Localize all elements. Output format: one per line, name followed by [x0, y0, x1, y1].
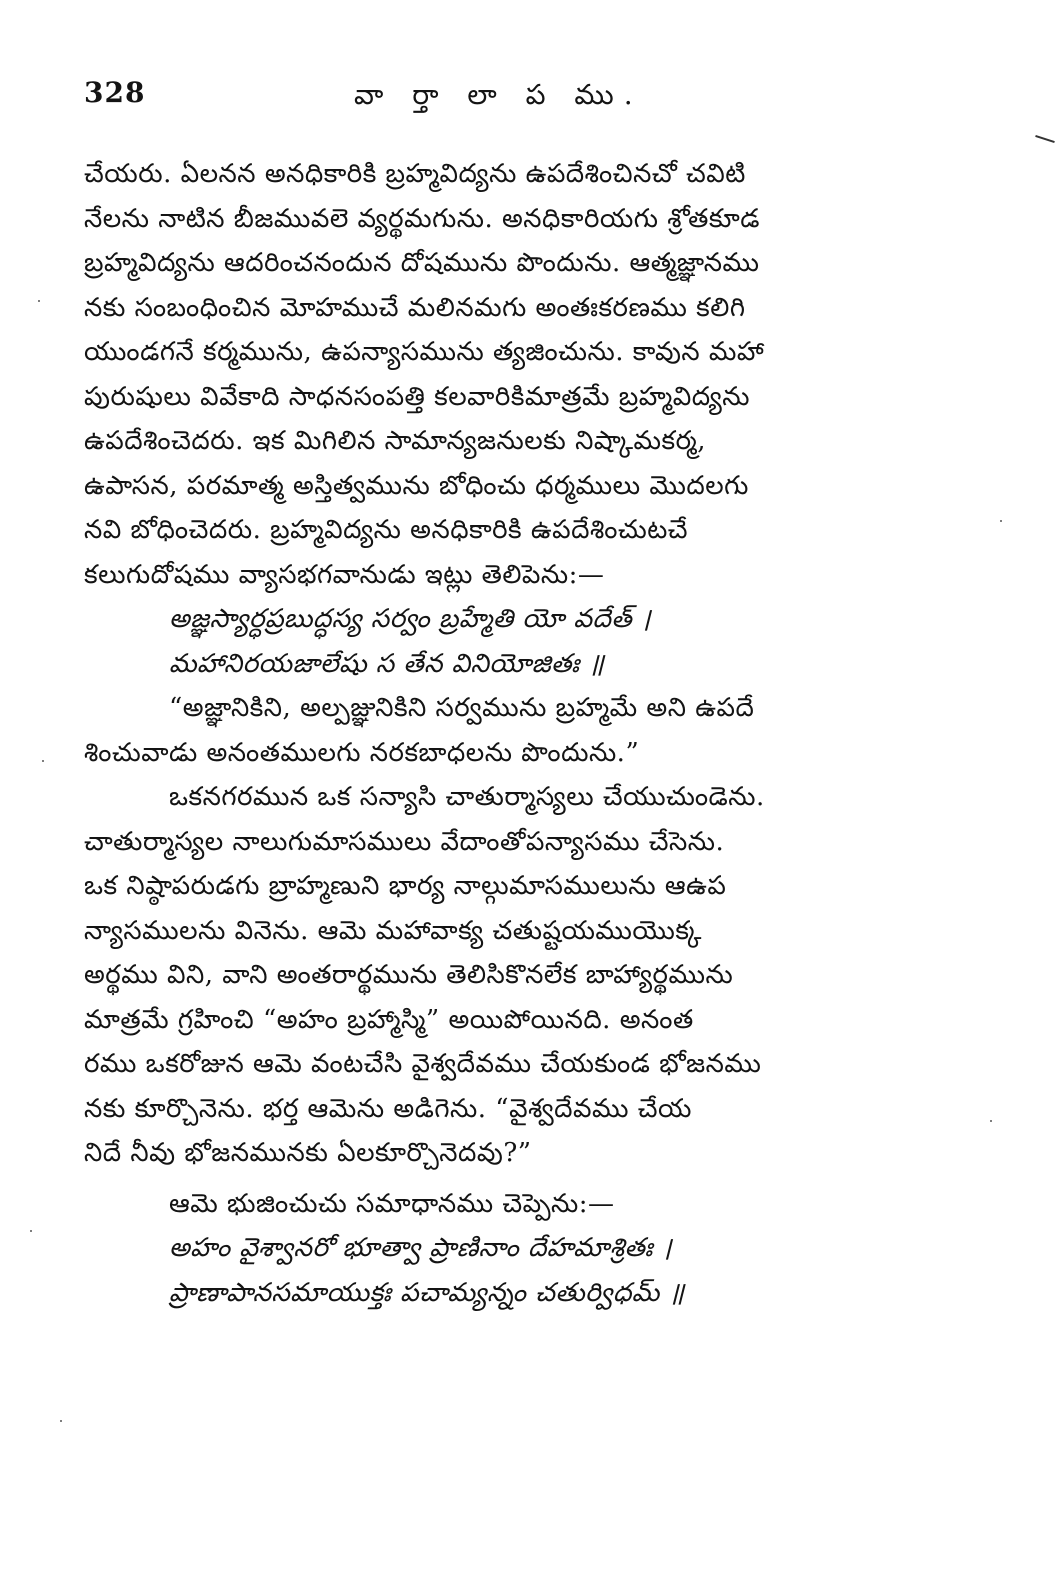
page-number: 328 — [84, 76, 146, 109]
text-line: కలుగుదోషము వ్యాసభగవానుడు ఇట్లు తెలిపెను:— — [84, 559, 605, 590]
verse-line: అహం వైశ్వానరో భూత్వా ప్రాణినాం దేహమాశ్రితః । — [169, 1233, 673, 1263]
scan-speck — [38, 300, 40, 302]
text-line: ఒక నిష్ఠాపరుడగు బ్రాహ్మణుని భార్య నాల్గుమాసములును ఆఉప — [84, 871, 727, 901]
text-line: నవి బోధించెదరు. బ్రహ్మవిద్యను అనధికారికి ఉపదేశించుటచే — [84, 515, 689, 545]
text-line: రము ఒకరోజున ఆమె వంటచేసి వైశ్వదేవము చేయకుండ భోజనము — [84, 1049, 762, 1079]
scan-speck — [42, 760, 44, 762]
text-line: ఒకనగరమున ఒక సన్యాసి చాతుర్మాస్యలు చేయుచుండెను. — [169, 782, 765, 812]
text-line: పురుషులు వివేకాది సాధనసంపత్తి కలవారికిమాత్రమే బ్రహ్మవిద్యను — [84, 381, 751, 412]
text-line: చేయరు. ఏలనన అనధికారికి బ్రహ్మవిద్యను ఉపదేశించినచో చవిటి — [84, 159, 746, 189]
text-line: అర్థము విని, వాని అంతరార్థమును తెలిసికొనలేక బాహ్యార్థమును — [84, 960, 734, 990]
verse-line: ప్రాణాపానసమాయుక్తః పచామ్యన్నం చతుర్విధమ్ ॥ — [169, 1277, 685, 1308]
text-line: చాతుర్మాస్యల నాలుగుమాసములు వేదాంతోపన్యాసము చేసెను. — [84, 826, 725, 857]
verse-line: మహానిరయజాలేషు స తేన వినియోజితః ॥ — [169, 648, 605, 679]
body-text — [84, 152, 919, 1315]
scan-speck — [30, 1230, 32, 1232]
text-line: నకు సంబంధించిన మోహముచే మలినమగు అంతఃకరణము కలిగి — [84, 292, 746, 323]
text-line: ఉపాసన, పరమాత్మ అస్తిత్వమును బోధించు ధర్మములు మొదలగు — [84, 470, 749, 501]
page-header — [84, 76, 924, 116]
text-line: నేలను నాటిన బీజమువలె వ్యర్థమగును. అనధికారియగు శ్రోతకూడ — [84, 203, 761, 234]
verse-line: అజ్ఞస్యార్ధప్రబుద్ధస్య సర్వం బ్రహ్మేతి యో వదేత్ । — [169, 604, 652, 634]
text-line: నిదే నీవు భోజనమునకు ఏలకూర్చొనెదవు?” — [84, 1138, 532, 1168]
scan-speck — [1000, 520, 1002, 522]
scan-speck — [60, 1420, 62, 1422]
text-line: “అజ్ఞానికిని, అల్పజ్ఞునికిని సర్వమును బ్రహ్మమే అని ఉపదే — [169, 693, 755, 723]
text-line: మాత్రమే గ్రహించి “అహం బ్రహ్మాస్మి” అయిపోయినది. అనంత — [84, 1004, 694, 1035]
running-title: వా ర్తా లా ప ము. — [354, 78, 643, 111]
text-line: శించువాడు అనంతములగు నరకబాధలను పొందును.” — [84, 737, 640, 768]
text-line: నకు కూర్చొనెను. భర్త ఆమెను అడిగెను. “వైశ్వదేవము చేయ — [84, 1093, 692, 1124]
text-line: బ్రహ్మవిద్యను ఆదరించనందున దోషమును పొందును. ఆత్మజ్ఞానము — [84, 248, 760, 278]
text-line: ఆమె భుజించుచు సమాధానము చెప్పెను:— — [169, 1188, 615, 1219]
text-line: న్యాసములను వినెను. ఆమె మహావాక్య చతుష్టయముయొక్క — [84, 915, 702, 946]
edge-mark — [1035, 135, 1055, 143]
text-line: ఉపదేశించెదరు. ఇక మిగిలిన సామాన్యజనులకు నిష్కామకర్మ, — [84, 426, 707, 456]
scan-speck — [990, 1120, 992, 1122]
text-line: యుండగనే కర్మమును, ఉపన్యాసమును త్యజించును. కావున మహా — [84, 337, 765, 367]
